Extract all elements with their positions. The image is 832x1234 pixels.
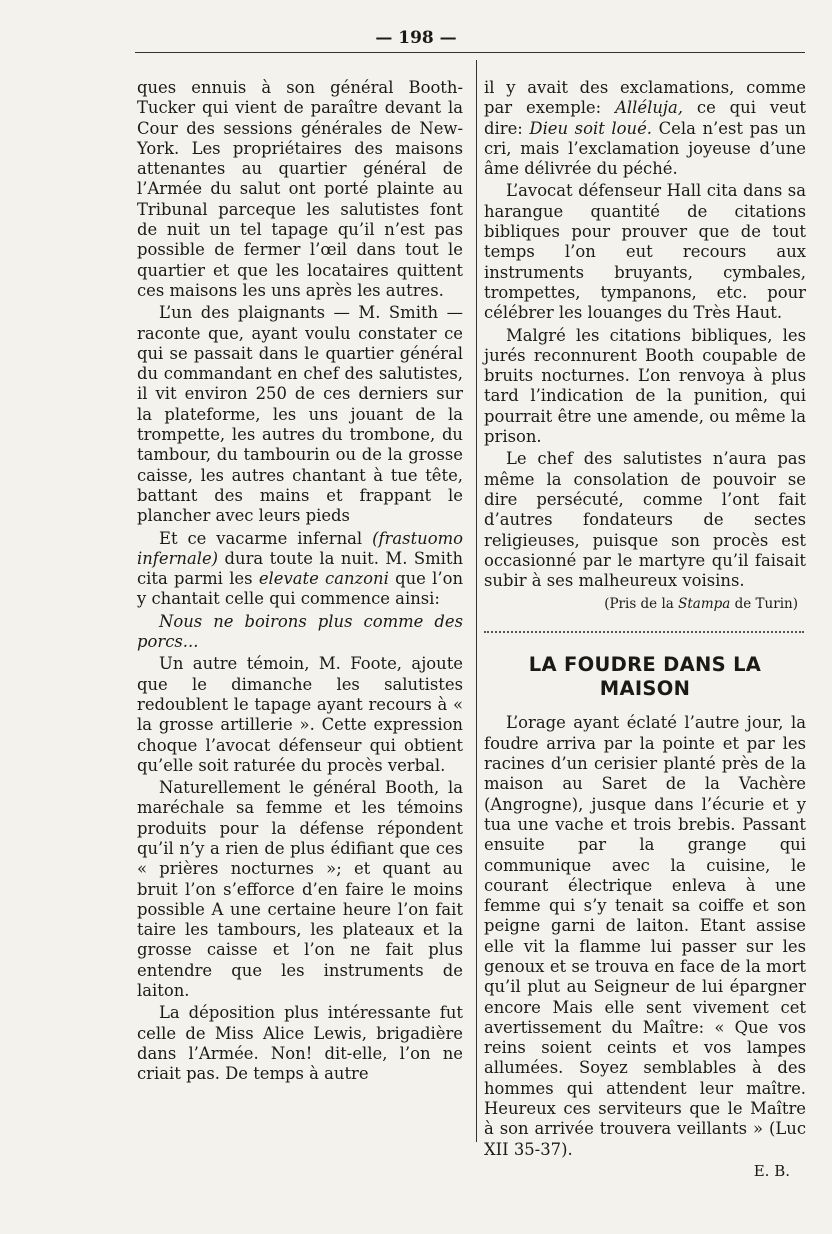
- text-run: il y avait des exclamations, comme par exemple:: [484, 78, 806, 118]
- text-run: dura toute la nuit. M. Smith cita parmi les: [137, 548, 463, 589]
- italic-text: Nous ne boirons plus comme des porcs...: [137, 611, 463, 652]
- text-run: (Pris de la: [604, 596, 679, 613]
- section-title: LA FOUDRE DANS LA MAISON: [528, 653, 762, 701]
- italic-text: (frastuomo infernale): [137, 528, 463, 568]
- paragraph: ques ennuis à son général Booth-Tucker qui vient de paraître devant la Cour des sessions générales de New-York. Les propriétaires des maisons attenantes au quartier général de l’Armée du salut ont porté plainte au Tribunal parceque les salutistes font de nuit un tel tapage qu’il n’est pas possible de fermer l’œil dans tout le quartier et que les locataires quittent ces maisons les uns après les autres.: [137, 78, 463, 300]
- page-number: — 198 —: [375, 28, 457, 48]
- italic-text: Alléluja,: [615, 98, 683, 118]
- signature: E. B.: [753, 1161, 790, 1180]
- column-divider: [476, 60, 477, 1142]
- paragraph: La déposition plus intéressante fut celle de Miss Alice Lewis, brigadière dans l’Armée. Non! dit-elle, l’on ne criait pas. De temps à autre: [137, 1003, 463, 1084]
- paragraph: L’orage ayant éclaté l’autre jour, la foudre arriva par la pointe et par les racines d’un cerisier planté près de la maison au Saret de la Vachère (Angrogne), jusque dans l’écurie et y tua une vache et trois brebis. Passant ensuite par la grange qui communique avec la cuisine, le courant électrique enleva à une femme qui s’y tenait sa coiffe et son peigne garni de laiton. Etant assise elle vit la flamme lui passer sur les genoux et se trouva en face de la mort qu’il plut au Seigneur de lui épargner encore Mais elle sent vivement cet avertissement du Maître: « Que vos reins soient ceints et vos lampes allumées. Soyez semblables à des hommes qui attendent leur maître. Heureux ces serviteurs que le Maître à son arrivée trouvera veillants » (Luc XII 35-37).: [484, 713, 806, 1159]
- paragraph: Malgré les citations bibliques, les jurés reconnurent Booth coupable de bruits nocturnes. L’on renvoya à plus tard l’indication de la punition, qui pourrait être une amende, ou même la prison.: [484, 325, 806, 447]
- text-run: Et ce vacarme infernal: [159, 528, 373, 548]
- source-credit: [484, 595, 806, 613]
- section-separator: [484, 631, 804, 633]
- paragraph: [484, 78, 806, 179]
- italic-text: Dieu soit loué.: [529, 118, 652, 138]
- paragraph: L’avocat défenseur Hall cita dans sa harangue quantité de citations bibliques pour prouver que de tout temps l’on eut recours aux instruments bruyants, cymbales, trompettes, tympanons, etc. pour célébrer les louanges du Très Haut.: [484, 181, 806, 323]
- header-rule: [135, 52, 805, 53]
- text-run: que l’on y chantait celle qui commence ainsi:: [137, 569, 464, 609]
- paragraph: Naturellement le général Booth, la maréchale sa femme et les témoins produits pour la défense répondent qu’il n’y a rien de plus édifiant que ces « prières nocturnes »; et quant au bruit l’on s’efforce d’en faire le moins possible A une certaine heure l’on fait taire les tambours, les plateaux et la grosse caisse et l’on ne fait plus entendre que les instruments de laiton.: [137, 778, 463, 1001]
- text-run: de Turin): [730, 596, 798, 613]
- quoted-verse: [137, 612, 463, 653]
- right-column: [484, 78, 806, 1181]
- italic-text: elevate canzoni: [258, 569, 389, 589]
- left-column: [137, 78, 463, 1085]
- paragraph: Le chef des salutistes n’aura pas même la consolation de pouvoir se dire persécuté, comme l’ont fait d’autres fondateurs de sectes religieuses, puisque son procès est occasionné par le martyre qu’il faisait subir à ses malheureux voisins.: [484, 449, 806, 591]
- italic-text: Stampa: [678, 596, 731, 613]
- paragraph: Un autre témoin, M. Foote, ajoute que le dimanche les salutistes redoublent le tapage ayant recours à « la grosse artillerie ». Cette expression choque l’avocat défenseur qui obtient qu’elle soit raturée du procès verbal.: [137, 654, 463, 775]
- text-run: Cela n’est pas un cri, mais l’exclamation joyeuse d’une âme délivrée du péché.: [484, 118, 806, 179]
- paragraph: [137, 529, 463, 610]
- text-run: ce qui veut dire:: [484, 98, 806, 138]
- paragraph: L’un des plaignants — M. Smith — raconte que, ayant voulu constater ce qui se passait dans le quartier général du commandant en chef des salutistes, il vit environ 250 de ces derniers sur la plateforme, les uns jouant de la trompette, les autres du trombone, du tambour, du tambourin ou de la grosse caisse, les autres chantant à tue tête, battant des mains et frappant le plancher avec leurs pieds: [137, 303, 463, 526]
